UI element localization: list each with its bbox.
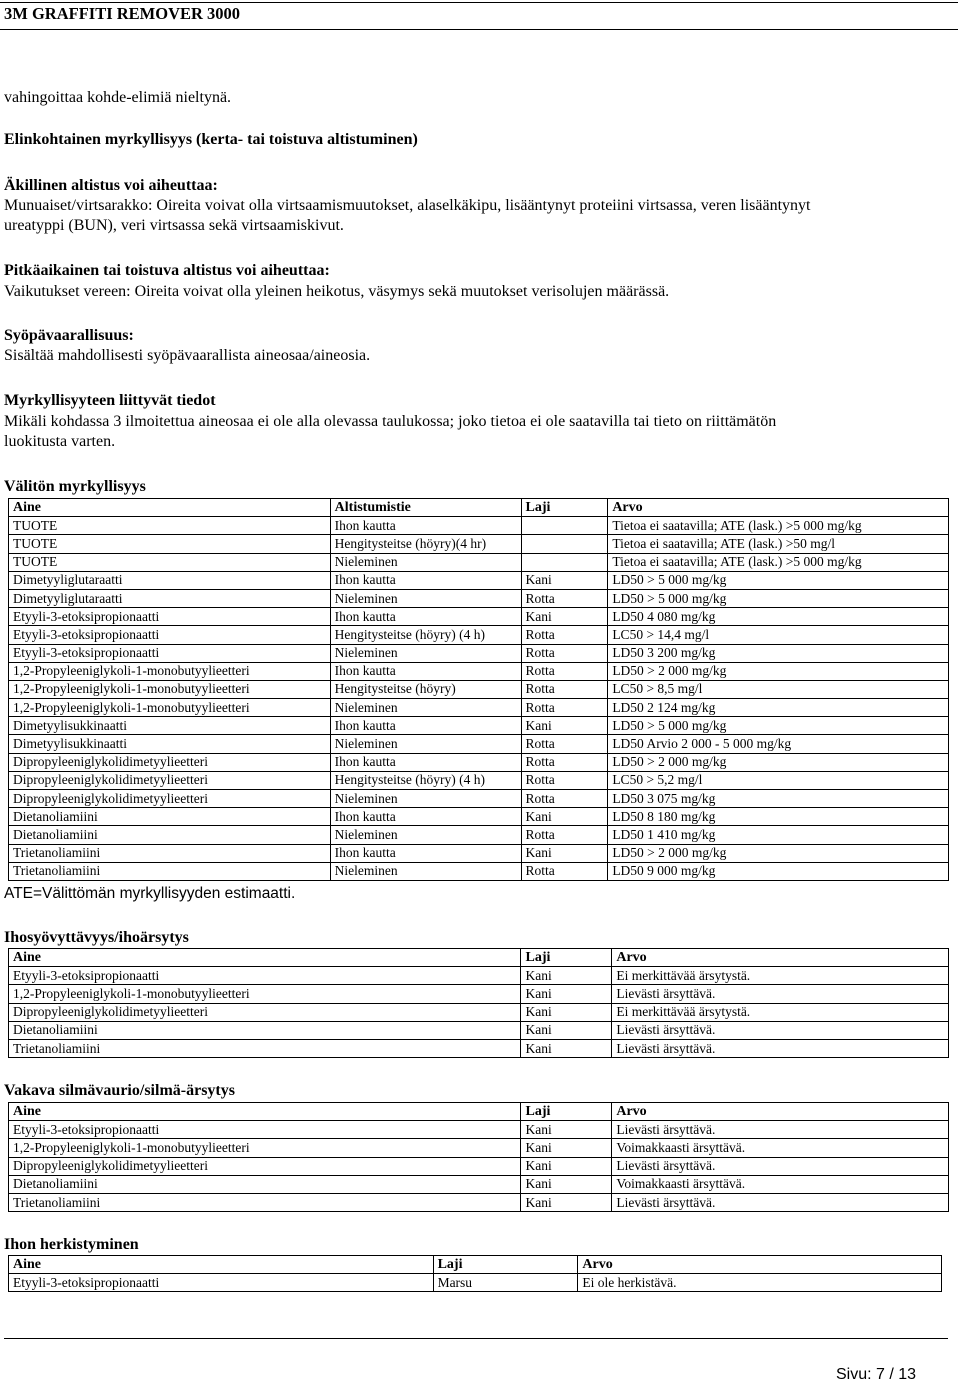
- table-header-row: [9, 499, 949, 517]
- substance-cell: Etyyli-3-etoksipropionaatti: [9, 644, 331, 662]
- table-row: [9, 626, 949, 644]
- route-cell: Nieleminen: [330, 862, 521, 880]
- column-header: Aine: [9, 499, 331, 517]
- value-cell: Lievästi ärsyttävä.: [612, 1121, 949, 1139]
- eye-damage-table: [8, 1102, 949, 1212]
- species-cell: Rotta: [521, 699, 608, 717]
- species-cell: Kani: [521, 1157, 612, 1175]
- acute-toxicity-table: [8, 498, 949, 881]
- value-cell: LC50 > 5,2 mg/l: [608, 771, 949, 789]
- route-cell: Nieleminen: [330, 589, 521, 607]
- column-header: Laji: [521, 499, 608, 517]
- substance-cell: 1,2-Propyleeniglykoli-1-monobutyylieetteri: [9, 662, 331, 680]
- value-cell: LD50 4 080 mg/kg: [608, 608, 949, 626]
- skin-irritation-title: Ihosyövyttävyys/ihoärsytys: [4, 929, 189, 946]
- acute-toxicity-title: Välitön myrkyllisyys: [4, 478, 146, 495]
- route-cell: Ihon kautta: [330, 844, 521, 862]
- substance-cell: 1,2-Propyleeniglykoli-1-monobutyylieetteri: [9, 1139, 521, 1157]
- substance-cell: Etyyli-3-etoksipropionaatti: [9, 967, 521, 985]
- species-cell: Kani: [521, 1003, 612, 1021]
- page-number: Sivu: 7 / 13: [836, 1366, 917, 1383]
- value-cell: LD50 > 2 000 mg/kg: [608, 753, 949, 771]
- column-header: Arvo: [612, 949, 949, 967]
- substance-cell: TUOTE: [9, 553, 331, 571]
- species-cell: Kani: [521, 967, 612, 985]
- value-cell: LD50 8 180 mg/kg: [608, 808, 949, 826]
- column-header: Aine: [9, 1103, 521, 1121]
- substance-cell: Etyyli-3-etoksipropionaatti: [9, 1274, 434, 1292]
- substance-cell: 1,2-Propyleeniglykoli-1-monobutyylieetteri: [9, 680, 331, 698]
- chronic-exposure-line: Vaikutukset vereen: Oireita voivat olla yleinen heikotus, väsymys sekä muutokset verisolujen määrässä.: [4, 283, 670, 300]
- route-cell: Ihon kautta: [330, 662, 521, 680]
- skin-sensitization-table: [8, 1255, 942, 1292]
- substance-cell: TUOTE: [9, 517, 331, 535]
- table-row: [9, 967, 949, 985]
- route-cell: Hengitysteitse (höyry)(4 hr): [330, 535, 521, 553]
- table-row: [9, 1003, 949, 1021]
- species-cell: Kani: [521, 844, 608, 862]
- table-row: [9, 826, 949, 844]
- species-cell: Rotta: [521, 735, 608, 753]
- value-cell: Lievästi ärsyttävä.: [612, 1039, 949, 1057]
- species-cell: Rotta: [521, 790, 608, 808]
- route-cell: Hengitysteitse (höyry) (4 h): [330, 626, 521, 644]
- route-cell: Ihon kautta: [330, 717, 521, 735]
- species-cell: [521, 517, 608, 535]
- substance-cell: Dipropyleeniglykolidimetyylieetteri: [9, 753, 331, 771]
- skin-sensitization-title: Ihon herkistyminen: [4, 1236, 139, 1253]
- table-row: [9, 1274, 942, 1292]
- species-cell: Kani: [521, 808, 608, 826]
- table-row: [9, 571, 949, 589]
- value-cell: Lievästi ärsyttävä.: [612, 985, 949, 1003]
- chronic-exposure-heading: Pitkäaikainen tai toistuva altistus voi aiheuttaa:: [4, 262, 330, 279]
- substance-cell: 1,2-Propyleeniglykoli-1-monobutyylieetteri: [9, 699, 331, 717]
- value-cell: LD50 > 2 000 mg/kg: [608, 662, 949, 680]
- table-row: [9, 608, 949, 626]
- species-cell: Rotta: [521, 644, 608, 662]
- route-cell: Nieleminen: [330, 553, 521, 571]
- species-cell: Kani: [521, 1121, 612, 1139]
- table-header-row: [9, 1103, 949, 1121]
- column-header: Laji: [521, 949, 612, 967]
- table-row: [9, 589, 949, 607]
- substance-cell: Dipropyleeniglykolidimetyylieetteri: [9, 771, 331, 789]
- route-cell: Hengitysteitse (höyry) (4 h): [330, 771, 521, 789]
- route-cell: Nieleminen: [330, 699, 521, 717]
- table-row: [9, 662, 949, 680]
- column-header: Arvo: [608, 499, 949, 517]
- species-cell: Rotta: [521, 662, 608, 680]
- species-cell: Rotta: [521, 589, 608, 607]
- substance-cell: Etyyli-3-etoksipropionaatti: [9, 626, 331, 644]
- table-row: [9, 1193, 949, 1211]
- value-cell: LD50 > 5 000 mg/kg: [608, 589, 949, 607]
- substance-cell: Dietanoliamiini: [9, 1021, 521, 1039]
- route-cell: Nieleminen: [330, 790, 521, 808]
- substance-cell: Etyyli-3-etoksipropionaatti: [9, 608, 331, 626]
- species-cell: Kani: [521, 1139, 612, 1157]
- species-cell: Marsu: [433, 1274, 578, 1292]
- value-cell: Lievästi ärsyttävä.: [612, 1193, 949, 1211]
- table-row: [9, 535, 949, 553]
- table-row: [9, 771, 949, 789]
- acute-exposure-line-1: Munuaiset/virtsarakko: Oireita voivat olla virtsaamismuutokset, alaselkäkipu, lisääntynyt proteiini virtsassa, veren lisääntynyt: [4, 197, 811, 214]
- species-cell: Rotta: [521, 862, 608, 880]
- table-row: [9, 1157, 949, 1175]
- substance-cell: Trietanoliamiini: [9, 862, 331, 880]
- table-row: [9, 644, 949, 662]
- value-cell: Ei merkittävää ärsytystä.: [612, 967, 949, 985]
- value-cell: Voimakkaasti ärsyttävä.: [612, 1175, 949, 1193]
- substance-cell: TUOTE: [9, 535, 331, 553]
- column-header: Laji: [433, 1256, 578, 1274]
- substance-cell: Dietanoliamiini: [9, 1175, 521, 1193]
- acute-exposure-line-2: ureatyppi (BUN), veri virtsassa sekä virtsaamiskivut.: [4, 217, 344, 234]
- table-row: [9, 553, 949, 571]
- value-cell: Tietoa ei saatavilla; ATE (lask.) >5 000 mg/kg: [608, 553, 949, 571]
- table-row: [9, 790, 949, 808]
- species-cell: Rotta: [521, 826, 608, 844]
- table-row: [9, 1175, 949, 1193]
- value-cell: Lievästi ärsyttävä.: [612, 1021, 949, 1039]
- value-cell: LD50 3 075 mg/kg: [608, 790, 949, 808]
- value-cell: LD50 > 5 000 mg/kg: [608, 571, 949, 589]
- table-header-row: [9, 949, 949, 967]
- table-row: [9, 717, 949, 735]
- substance-cell: Trietanoliamiini: [9, 844, 331, 862]
- toxicity-info-line-2: luokitusta varten.: [4, 433, 116, 450]
- value-cell: Lievästi ärsyttävä.: [612, 1157, 949, 1175]
- table-row: [9, 1121, 949, 1139]
- column-header: Aine: [9, 1256, 434, 1274]
- species-cell: Kani: [521, 717, 608, 735]
- eye-damage-title: Vakava silmävaurio/silmä-ärsytys: [4, 1082, 235, 1099]
- column-header: Aine: [9, 949, 521, 967]
- substance-cell: Dipropyleeniglykolidimetyylieetteri: [9, 790, 331, 808]
- substance-cell: Etyyli-3-etoksipropionaatti: [9, 1121, 521, 1139]
- table-row: [9, 517, 949, 535]
- value-cell: Ei merkittävää ärsytystä.: [612, 1003, 949, 1021]
- substance-cell: Trietanoliamiini: [9, 1039, 521, 1057]
- skin-irritation-table: [8, 948, 949, 1058]
- table-row: [9, 985, 949, 1003]
- value-cell: LD50 9 000 mg/kg: [608, 862, 949, 880]
- table-row: [9, 862, 949, 880]
- table-row: [9, 844, 949, 862]
- table-row: [9, 735, 949, 753]
- species-cell: Rotta: [521, 626, 608, 644]
- value-cell: LD50 2 124 mg/kg: [608, 699, 949, 717]
- value-cell: LD50 Arvio 2 000 - 5 000 mg/kg: [608, 735, 949, 753]
- carcinogenicity-heading: Syöpävaarallisuus:: [4, 327, 134, 344]
- table-row: [9, 1039, 949, 1057]
- route-cell: Hengitysteitse (höyry): [330, 680, 521, 698]
- acute-exposure-heading: Äkillinen altistus voi aiheuttaa:: [4, 177, 218, 194]
- table-row: [9, 680, 949, 698]
- toxicity-info-line-1: Mikäli kohdassa 3 ilmoitettua aineosaa ei ole alla olevassa taulukossa; joko tietoa ei ole saatavilla tai tieto on riittämätön: [4, 413, 777, 430]
- table-row: [9, 699, 949, 717]
- species-cell: Kani: [521, 985, 612, 1003]
- species-cell: Kani: [521, 1175, 612, 1193]
- species-cell: Kani: [521, 1039, 612, 1057]
- document-title: 3M GRAFFITI REMOVER 3000: [4, 4, 241, 23]
- organ-toxicity-title: Elinkohtainen myrkyllisyys (kerta- tai toistuva altistuminen): [4, 131, 418, 148]
- route-cell: Ihon kautta: [330, 517, 521, 535]
- route-cell: Ihon kautta: [330, 571, 521, 589]
- species-cell: Rotta: [521, 753, 608, 771]
- table-header-row: [9, 1256, 942, 1274]
- substance-cell: Dietanoliamiini: [9, 808, 331, 826]
- value-cell: LC50 > 14,4 mg/l: [608, 626, 949, 644]
- value-cell: Voimakkaasti ärsyttävä.: [612, 1139, 949, 1157]
- substance-cell: Dimetyyliglutaraatti: [9, 589, 331, 607]
- species-cell: [521, 553, 608, 571]
- table-row: [9, 808, 949, 826]
- value-cell: Tietoa ei saatavilla; ATE (lask.) >50 mg/l: [608, 535, 949, 553]
- column-header: Arvo: [612, 1103, 949, 1121]
- species-cell: Kani: [521, 1193, 612, 1211]
- toxicity-info-heading: Myrkyllisyyteen liittyvät tiedot: [4, 392, 216, 409]
- value-cell: LD50 3 200 mg/kg: [608, 644, 949, 662]
- carcinogenicity-text: Sisältää mahdollisesti syöpävaarallista aineosaa/aineosia.: [4, 347, 371, 364]
- column-header: Altistumistie: [330, 499, 521, 517]
- route-cell: Ihon kautta: [330, 753, 521, 771]
- substance-cell: Trietanoliamiini: [9, 1193, 521, 1211]
- species-cell: Rotta: [521, 771, 608, 789]
- route-cell: Ihon kautta: [330, 608, 521, 626]
- substance-cell: Dimetyyliglutaraatti: [9, 571, 331, 589]
- value-cell: LD50 > 5 000 mg/kg: [608, 717, 949, 735]
- ate-note: ATE=Välittömän myrkyllisyyden estimaatti.: [4, 885, 296, 902]
- footer-divider: [4, 1338, 948, 1339]
- species-cell: Kani: [521, 1021, 612, 1039]
- route-cell: Nieleminen: [330, 644, 521, 662]
- value-cell: LD50 > 2 000 mg/kg: [608, 844, 949, 862]
- species-cell: Kani: [521, 608, 608, 626]
- route-cell: Nieleminen: [330, 826, 521, 844]
- value-cell: Tietoa ei saatavilla; ATE (lask.) >5 000 mg/kg: [608, 517, 949, 535]
- column-header: Arvo: [578, 1256, 942, 1274]
- table-row: [9, 1021, 949, 1039]
- value-cell: Ei ole herkistävä.: [578, 1274, 942, 1292]
- route-cell: Nieleminen: [330, 735, 521, 753]
- species-cell: [521, 535, 608, 553]
- substance-cell: Dimetyylisukkinaatti: [9, 735, 331, 753]
- substance-cell: Dipropyleeniglykolidimetyylieetteri: [9, 1003, 521, 1021]
- substance-cell: Dimetyylisukkinaatti: [9, 717, 331, 735]
- species-cell: Kani: [521, 571, 608, 589]
- species-cell: Rotta: [521, 680, 608, 698]
- substance-cell: Dietanoliamiini: [9, 826, 331, 844]
- substance-cell: Dipropyleeniglykolidimetyylieetteri: [9, 1157, 521, 1175]
- value-cell: LC50 > 8,5 mg/l: [608, 680, 949, 698]
- table-row: [9, 753, 949, 771]
- intro-line: vahingoittaa kohde-elimiä nieltynä.: [4, 89, 232, 106]
- value-cell: LD50 1 410 mg/kg: [608, 826, 949, 844]
- table-row: [9, 1139, 949, 1157]
- column-header: Laji: [521, 1103, 612, 1121]
- route-cell: Ihon kautta: [330, 808, 521, 826]
- substance-cell: 1,2-Propyleeniglykoli-1-monobutyylieetteri: [9, 985, 521, 1003]
